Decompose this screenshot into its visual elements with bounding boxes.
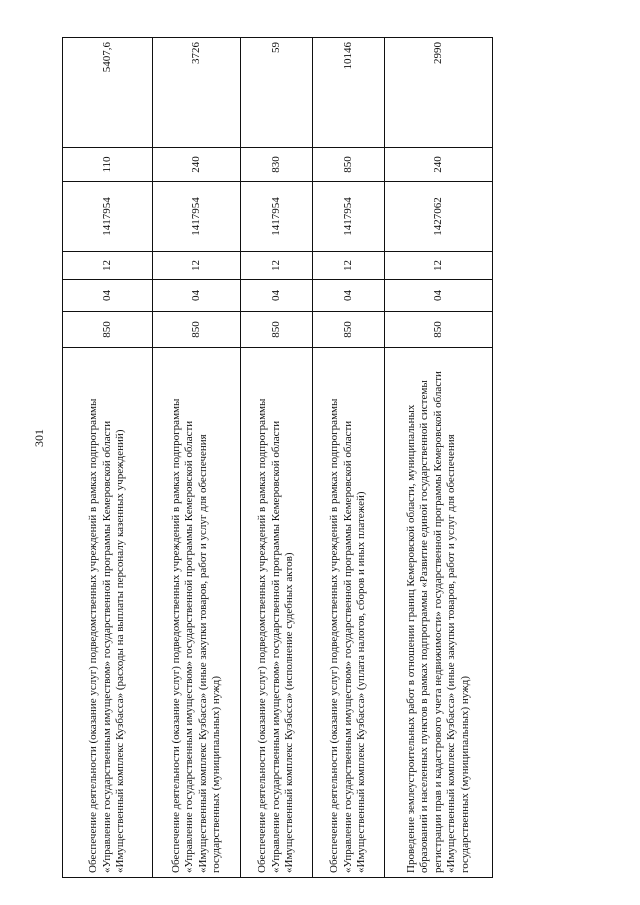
row-expense-type: 850 (313, 148, 385, 182)
row-target-article: 1417954 (63, 182, 153, 252)
row-subsection: 12 (153, 252, 241, 280)
row-target-article: 1417954 (313, 182, 385, 252)
row-grbs: 850 (153, 312, 241, 348)
row-sum: 3726 (153, 38, 241, 148)
row-subsection: 12 (241, 252, 313, 280)
table-row (241, 38, 313, 878)
row-expense-type: 240 (153, 148, 241, 182)
row-section: 04 (153, 280, 241, 312)
row-name: Обеспечение деятельности (оказание услуг) подведомственных учреждений в рамках подпрограммы «Управление государственным имуществом» государственной программы Кемеровской области «Имущественный комплекс Кузбасса» (уплата налогов, сборов и иных платежей) (313, 348, 385, 878)
row-sum: 59 (241, 38, 313, 148)
table-row (63, 38, 153, 878)
row-name: Обеспечение деятельности (оказание услуг) подведомственных учреждений в рамках подпрограммы «Управление государственным имуществом» государственной программы Кемеровской области «Имущественный комплекс Кузбасса» (иные закупки товаров, работ и услуг для обеспечения государственных (муниципальных) нужд) (153, 348, 241, 878)
row-expense-type: 110 (63, 148, 153, 182)
table-row (153, 38, 241, 878)
row-target-article: 1417954 (241, 182, 313, 252)
row-subsection: 12 (63, 252, 153, 280)
row-name: Проведение землеустроительных работ в отношении границ Кемеровской области, муниципальных образований и населенных пунктов в рамках подпрограммы «Развитие единой государственной системы регистрации прав и кадастрового учета недвижимости» государственной программы Кемеровской области «Имущественный комплекс Кузбасса» (иные закупки товаров, работ и услуг для обеспечения государственных (муниципальных) нужд) (385, 348, 493, 878)
row-sum: 10146 (313, 38, 385, 148)
row-section: 04 (313, 280, 385, 312)
row-subsection: 12 (385, 252, 493, 280)
row-sum: 5407,6 (63, 38, 153, 148)
table-row (313, 38, 385, 878)
page-number: 301 (32, 429, 46, 447)
row-grbs: 850 (63, 312, 153, 348)
row-section: 04 (241, 280, 313, 312)
row-target-article: 1417954 (153, 182, 241, 252)
row-sum: 2990 (385, 38, 493, 148)
row-expense-type: 240 (385, 148, 493, 182)
row-grbs: 850 (385, 312, 493, 348)
row-grbs: 850 (313, 312, 385, 348)
row-grbs: 850 (241, 312, 313, 348)
budget-table (62, 37, 493, 878)
table-row (385, 38, 493, 878)
row-section: 04 (385, 280, 493, 312)
row-target-article: 1427062 (385, 182, 493, 252)
row-section: 04 (63, 280, 153, 312)
row-expense-type: 830 (241, 148, 313, 182)
rotated-table-container (62, 38, 492, 878)
row-name: Обеспечение деятельности (оказание услуг) подведомственных учреждений в рамках подпрограммы «Управление государственным имуществом» государственной программы Кемеровской области «Имущественный комплекс Кузбасса» (исполнение судебных актов) (241, 348, 313, 878)
row-name: Обеспечение деятельности (оказание услуг) подведомственных учреждений в рамках подпрограммы «Управление государственным имуществом» государственной программы Кемеровской области «Имущественный комплекс Кузбасса» (расходы на выплаты персоналу казенных учреждений) (63, 348, 153, 878)
row-subsection: 12 (313, 252, 385, 280)
